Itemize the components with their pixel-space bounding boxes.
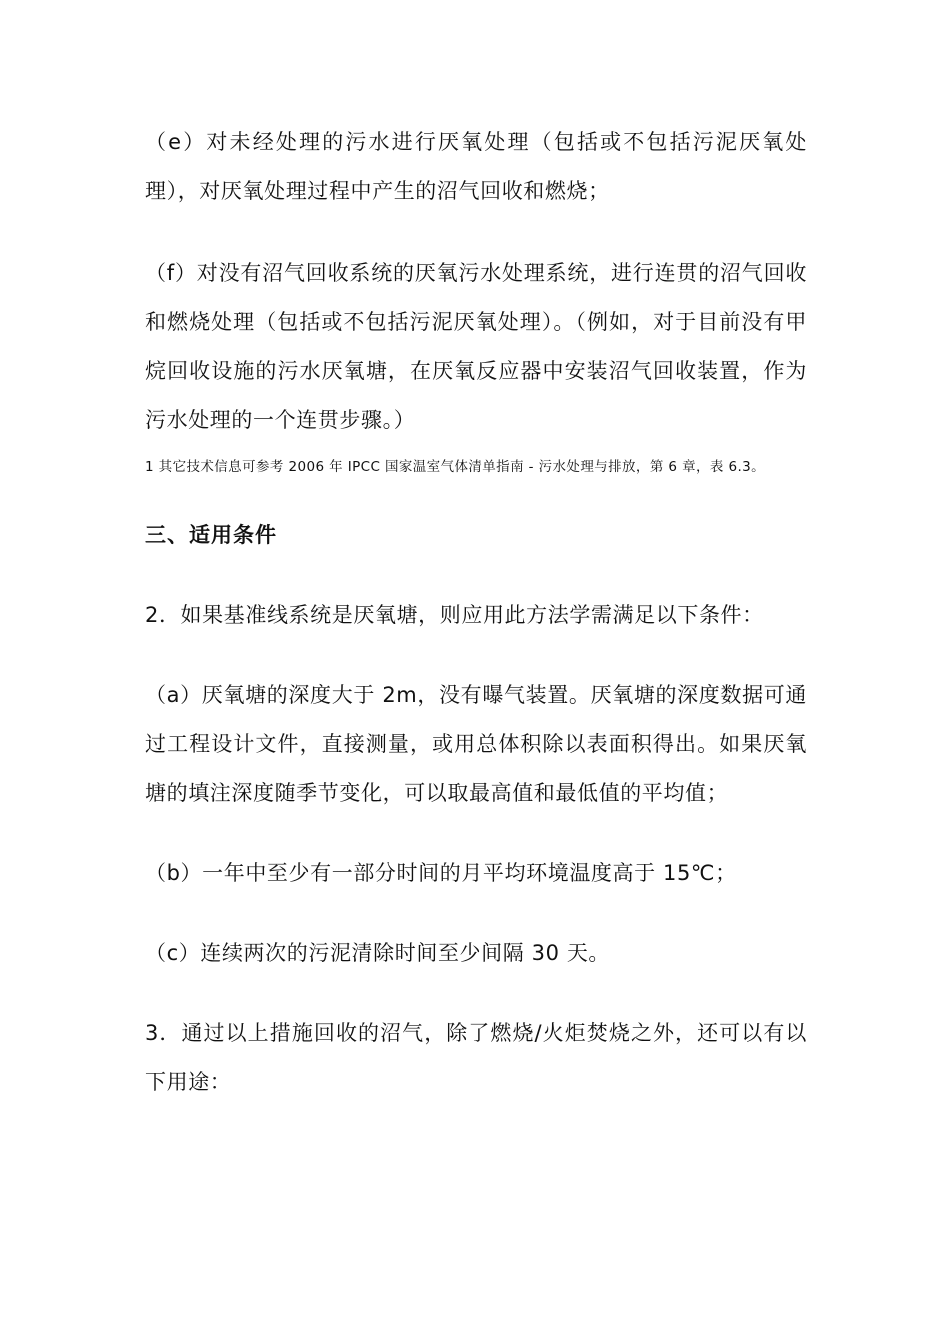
- condition-a: （a）厌氧塘的深度大于 2m，没有曝气装置。厌氧塘的深度数据可通过工程设计文件，直接测量，或用总体积除以表面积得出。如果厌氧塘的填注深度随季节变化，可以取最高值和最低值的平均值；: [145, 683, 807, 805]
- condition-b: （b）一年中至少有一部分时间的月平均环境温度高于 15℃；: [145, 861, 737, 885]
- section-heading: 三、适用条件: [145, 523, 277, 547]
- condition-intro: 2．如果基准线系统是厌氧塘，则应用此方法学需满足以下条件：: [145, 603, 764, 627]
- paragraph-f: （f）对没有沼气回收系统的厌氧污水处理系统，进行连贯的沼气回收和燃烧处理（包括或不包括污泥厌氧处理）。（例如，对于目前没有甲烷回收设施的污水厌氧塘，在厌氧反应器中安装沼气回收装置，作为污水处理的一个连贯步骤。）: [145, 261, 807, 432]
- uses-intro: 3．通过以上措施回收的沼气，除了燃烧/火炬焚烧之外，还可以有以下用途：: [145, 1021, 807, 1094]
- paragraph-e: （e）对未经处理的污水进行厌氧处理（包括或不包括污泥厌氧处理），对厌氧处理过程中产生的沼气回收和燃烧；: [145, 130, 807, 203]
- document-page: [145, 118, 807, 1107]
- footnote: 1 其它技术信息可参考 2006 年 IPCC 国家温室气体清单指南 - 污水处理与排放，第 6 章，表 6.3。: [145, 459, 766, 475]
- condition-c: （c）连续两次的污泥清除时间至少间隔 30 天。: [145, 941, 611, 965]
